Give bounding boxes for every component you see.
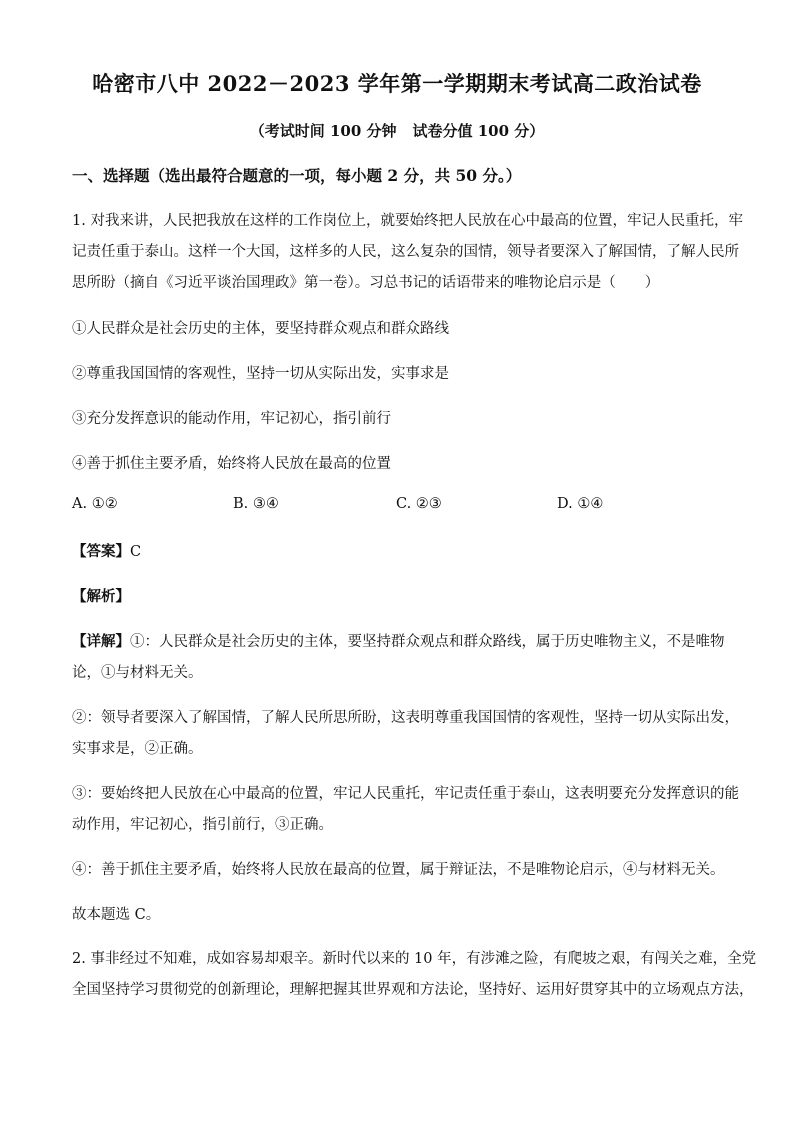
- q2-stem-line: 全国坚持学习贯彻党的创新理论，理解把握其世界观和方法论，坚持好、运用好贯穿其中的立场观点方法，: [72, 982, 754, 998]
- q1-detail-line: 论，①与材料无关。: [72, 665, 203, 681]
- q1-option-c: C. ②③: [396, 496, 442, 512]
- q1-statement: ①人民群众是社会历史的主体，要坚持群众观点和群众路线: [72, 321, 449, 337]
- q1-statement: ③充分发挥意识的能动作用，牢记初心，指引前行: [72, 411, 391, 427]
- analysis-label: 【解析】: [72, 589, 130, 605]
- q1-analysis-label: [72, 585, 130, 606]
- q1-statement: ④善于抓住主要矛盾，始终将人民放在最高的位置: [72, 456, 391, 472]
- exam-subtitle: [0, 120, 794, 141]
- q1-option-d: D. ①④: [557, 496, 604, 512]
- exam-title: 哈密市八中 2022－2023 学年第一学期期末考试高二政治试卷: [92, 71, 702, 96]
- q1-stem-line: 1. 对我来讲，人民把我放在这样的工作岗位上，就要始终把人民放在心中最高的位置，牢记人民重托，牢: [72, 213, 743, 229]
- q1-option-b: B. ③④: [233, 496, 279, 512]
- detail-label: 【详解】: [72, 634, 130, 650]
- q1-answer: [72, 540, 141, 561]
- q1-detail-line: [72, 630, 725, 651]
- exam-score: 试卷分值 100 分）: [412, 122, 545, 140]
- exam-time: （考试时间 100 分钟: [249, 122, 397, 140]
- section-title: 一、选择题（选出最符合题意的一项，每小题 2 分，共 50 分。）: [72, 166, 522, 185]
- q1-detail-line: ③：要始终把人民放在心中最高的位置，牢记人民重托，牢记责任重于泰山，这表明要充分发挥意识的能: [72, 786, 739, 802]
- q1-stem-line: 记责任重于泰山。这样一个大国，这样多的人民，这么复杂的国情，领导者要深入了解国情，了解人民所: [72, 244, 739, 260]
- q1-statement: ②尊重我国国情的客观性，坚持一切从实际出发，实事求是: [72, 366, 449, 382]
- q2-stem-line: 2. 事非经过不知难，成如容易却艰辛。新时代以来的 10 年，有涉滩之险，有爬坡之艰，有闯关之难，全党: [72, 951, 757, 967]
- q1-option-a: A. ①②: [72, 496, 118, 512]
- answer-label: 【答案】: [72, 544, 130, 560]
- answer-value: C: [130, 544, 142, 560]
- q1-stem-line: 思所盼（摘自《习近平谈治国理政》第一卷）。习总书记的话语带来的唯物论启示是（ ）: [72, 275, 660, 291]
- q1-detail-line: 动作用，牢记初心，指引前行，③正确。: [72, 817, 333, 833]
- q1-detail-line: ②：领导者要深入了解国情，了解人民所思所盼，这表明尊重我国国情的客观性，坚持一切从实际出发，: [72, 710, 739, 726]
- detail-text: ①：人民群众是社会历史的主体，要坚持群众观点和群众路线，属于历史唯物主义，不是唯物: [130, 634, 725, 650]
- q1-conclusion: 故本题选 C。: [72, 907, 161, 923]
- q1-detail-line: 实事求是，②正确。: [72, 741, 203, 757]
- q1-detail-line: ④：善于抓住主要矛盾，始终将人民放在最高的位置，属于辩证法，不是唯物论启示，④与材料无关。: [72, 862, 725, 878]
